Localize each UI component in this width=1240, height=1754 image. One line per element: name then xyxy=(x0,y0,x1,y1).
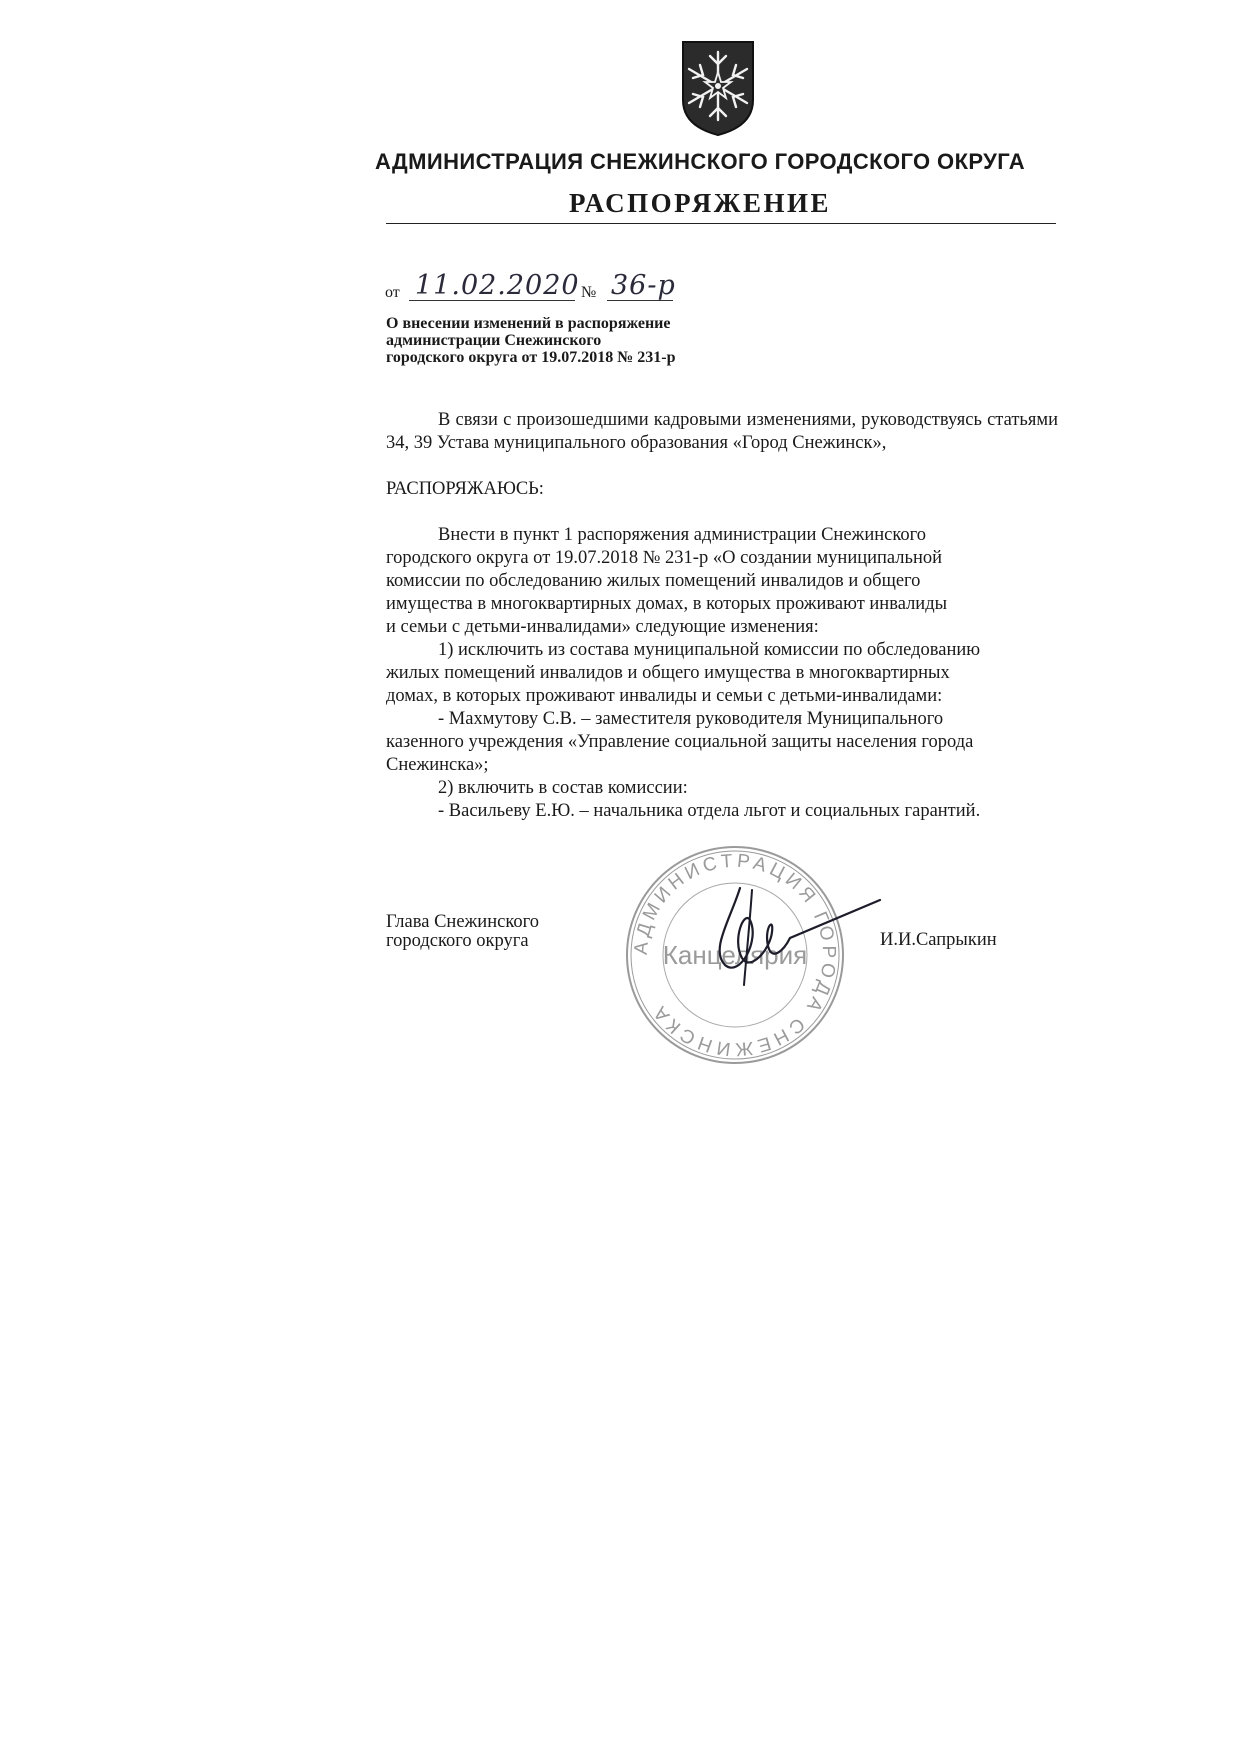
decree-word: РАСПОРЯЖАЮСЬ: xyxy=(386,479,544,499)
item1-line: домах, в которых проживают инвалиды и семьи с детьми-инвалидами: xyxy=(386,686,943,706)
document-number: 36-р xyxy=(611,270,676,301)
registration-row xyxy=(385,270,785,310)
subject-line: городского округа от 19.07.2018 № 231-р xyxy=(386,349,676,366)
document-type-title: РАСПОРЯЖЕНИЕ xyxy=(568,188,832,218)
item2-person-line: - Васильеву Е.Ю. – начальника отдела льгот и социальных гарантий. xyxy=(438,801,981,821)
document-subject xyxy=(386,315,806,366)
item2-line: 2) включить в состав комиссии: xyxy=(438,778,688,798)
item1-person-line: казенного учреждения «Управление социальной защиты населения города xyxy=(386,732,974,752)
header-divider xyxy=(386,223,1056,224)
main-paragraph-line: городского округа от 19.07.2018 № 231-р «О создании муниципальной xyxy=(386,548,943,568)
date-prefix: от xyxy=(385,284,400,301)
snowflake-coat-of-arms-icon xyxy=(679,38,757,138)
main-paragraph-line: Внести в пункт 1 распоряжения администрации Снежинского xyxy=(438,525,927,545)
preamble-paragraph: В связи с произошедшими кадровыми изменениями, руководствуясь статьями 34, 39 Устава муниципального образования «Город Снежинск», xyxy=(386,410,1058,453)
subject-line: администрации Снежинского xyxy=(386,332,602,349)
document-body xyxy=(386,409,1058,823)
stamp-center-text: Канцелярия xyxy=(662,940,808,970)
organization-name: АДМИНИСТРАЦИЯ СНЕЖИНСКОГО ГОРОДСКОГО ОКРУГА xyxy=(374,149,1026,174)
signatory-position-line: городского округа xyxy=(386,931,529,951)
item1-person-line: Снежинска»; xyxy=(386,755,489,775)
subject-line: О внесении изменений в распоряжение xyxy=(386,315,671,332)
number-prefix: № xyxy=(581,284,597,301)
item1-person-line: - Махмутову С.В. – заместителя руководителя Муниципального xyxy=(438,709,944,729)
item1-line: 1) исключить из состава муниципальной комиссии по обследованию xyxy=(438,640,981,660)
stamp-outer-text: АДМИНИСТРАЦИЯ ГОРОДА СНЕЖИНСКА xyxy=(630,850,840,1060)
handwritten-signature xyxy=(680,880,910,990)
main-paragraph-line: и семьи с детьми-инвалидами» следующие изменения: xyxy=(386,617,819,637)
item1-line: жилых помещений инвалидов и общего имущества в многоквартирных xyxy=(386,663,950,683)
signatory-position-line: Глава Снежинского xyxy=(386,912,539,932)
main-paragraph-line: комиссии по обследованию жилых помещений инвалидов и общего xyxy=(386,571,921,591)
signatory-position xyxy=(386,913,539,951)
signatory-name: И.И.Сапрыкин xyxy=(880,930,997,950)
document-date: 11.02.2020 xyxy=(415,270,580,301)
main-paragraph-line: имущества в многоквартирных домах, в которых проживают инвалиды xyxy=(386,594,948,614)
